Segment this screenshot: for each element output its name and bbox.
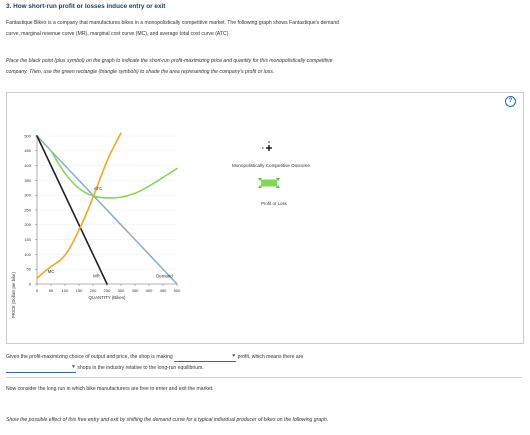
question-text-b: profit, which means there are bbox=[237, 354, 304, 360]
x-axis-label: QUANTITY (Bikes) bbox=[88, 295, 126, 300]
graph-panel bbox=[6, 92, 524, 344]
shops-count-dropdown[interactable] bbox=[6, 363, 76, 373]
x-tick-label: 450 bbox=[159, 288, 167, 293]
page-title: 3. How short-run profit or losses induce entry or exit bbox=[6, 3, 166, 10]
x-tick-label: 300 bbox=[117, 288, 125, 293]
atc-curve bbox=[51, 151, 177, 198]
y-tick-label: 150 bbox=[24, 237, 31, 242]
x-tick-label: 0 bbox=[35, 288, 39, 293]
atc-curve-label: ATC bbox=[93, 185, 103, 191]
y-axis-label: PRICE (Dollars per bike) bbox=[11, 272, 16, 318]
question-line-1 bbox=[6, 352, 521, 362]
legend-title: Monopolistically Competitive Outcome bbox=[232, 163, 310, 168]
y-tick-label: 250 bbox=[24, 207, 31, 213]
instructions-line-1: Place the black point (plus symbol) on the graph to indicate the short-run profit-maximizing price and quantity for this monopolistically competitive bbox=[6, 58, 333, 64]
longrun-text: Now consider the long run in which bike manufacturers are free to enter and exit the market. bbox=[6, 386, 214, 392]
x-tick-label: 100 bbox=[61, 288, 69, 293]
mr-curve-label: MR bbox=[92, 273, 100, 279]
x-tick-label: 500 bbox=[173, 288, 181, 293]
y-tick-label: 200 bbox=[24, 222, 31, 228]
profit-rectangle-tool[interactable] bbox=[258, 178, 280, 188]
profit-type-dropdown[interactable] bbox=[174, 352, 236, 362]
y-tick-label: 350 bbox=[24, 177, 31, 183]
y-tick-label: 300 bbox=[24, 192, 31, 198]
question-text-a: Given the profit-maximizing choice of output and price, the shop is making bbox=[6, 354, 173, 360]
profit-or-loss-label: Profit or Loss bbox=[261, 201, 287, 206]
mc-curve bbox=[37, 133, 121, 278]
y-tick-label: 0 bbox=[28, 281, 31, 287]
instructions-line-2: company. Then, use the green rectangle (triangle symbols) to shade the area representing the company's profit or loss. bbox=[6, 69, 275, 75]
divider bbox=[6, 377, 522, 378]
x-tick-label: 150 bbox=[75, 288, 83, 293]
x-tick-label: 200 bbox=[89, 288, 97, 293]
x-tick-label: 350 bbox=[131, 288, 139, 293]
y-tick-label: 450 bbox=[24, 148, 31, 154]
chevron-down-icon: ▼ bbox=[231, 353, 237, 359]
mc-curve-label: MC bbox=[47, 268, 55, 274]
chevron-down-icon: ▼ bbox=[71, 364, 76, 370]
x-tick-label: 400 bbox=[145, 288, 153, 293]
intro-line-1: Fantastique Bikes is a company that manufactures bikes in a monopolistically competitive market. The following graph shows Fantastique's demand bbox=[6, 20, 339, 26]
y-tick-label: 400 bbox=[24, 163, 31, 168]
black-point-tool[interactable] bbox=[262, 141, 272, 151]
y-tick-label: 100 bbox=[24, 251, 31, 257]
question-line-2 bbox=[6, 363, 521, 373]
x-tick-label: 250 bbox=[103, 288, 111, 293]
question-text-c: shops in the industry relative to the long-run equilibrium. bbox=[77, 365, 204, 371]
intro-line-2: curve, marginal revenue curve (MR), marginal cost curve (MC), and average total cost curve (ATC). bbox=[6, 31, 230, 37]
y-tick-labels bbox=[24, 133, 31, 286]
demand-curve-label: Demand bbox=[156, 273, 173, 279]
curves bbox=[37, 133, 177, 284]
help-icon[interactable]: ? bbox=[505, 96, 516, 107]
final-instruction: Show the possible effect of this free entry and exit by shifting the demand curve for a typical individual producer of bikes on the following graph. bbox=[6, 417, 329, 423]
x-tick-label: 50 bbox=[48, 288, 54, 293]
x-tick-labels bbox=[36, 288, 181, 293]
graph-svg bbox=[7, 93, 523, 343]
y-tick-label: 50 bbox=[26, 266, 31, 272]
y-tick-label: 500 bbox=[24, 133, 31, 139]
